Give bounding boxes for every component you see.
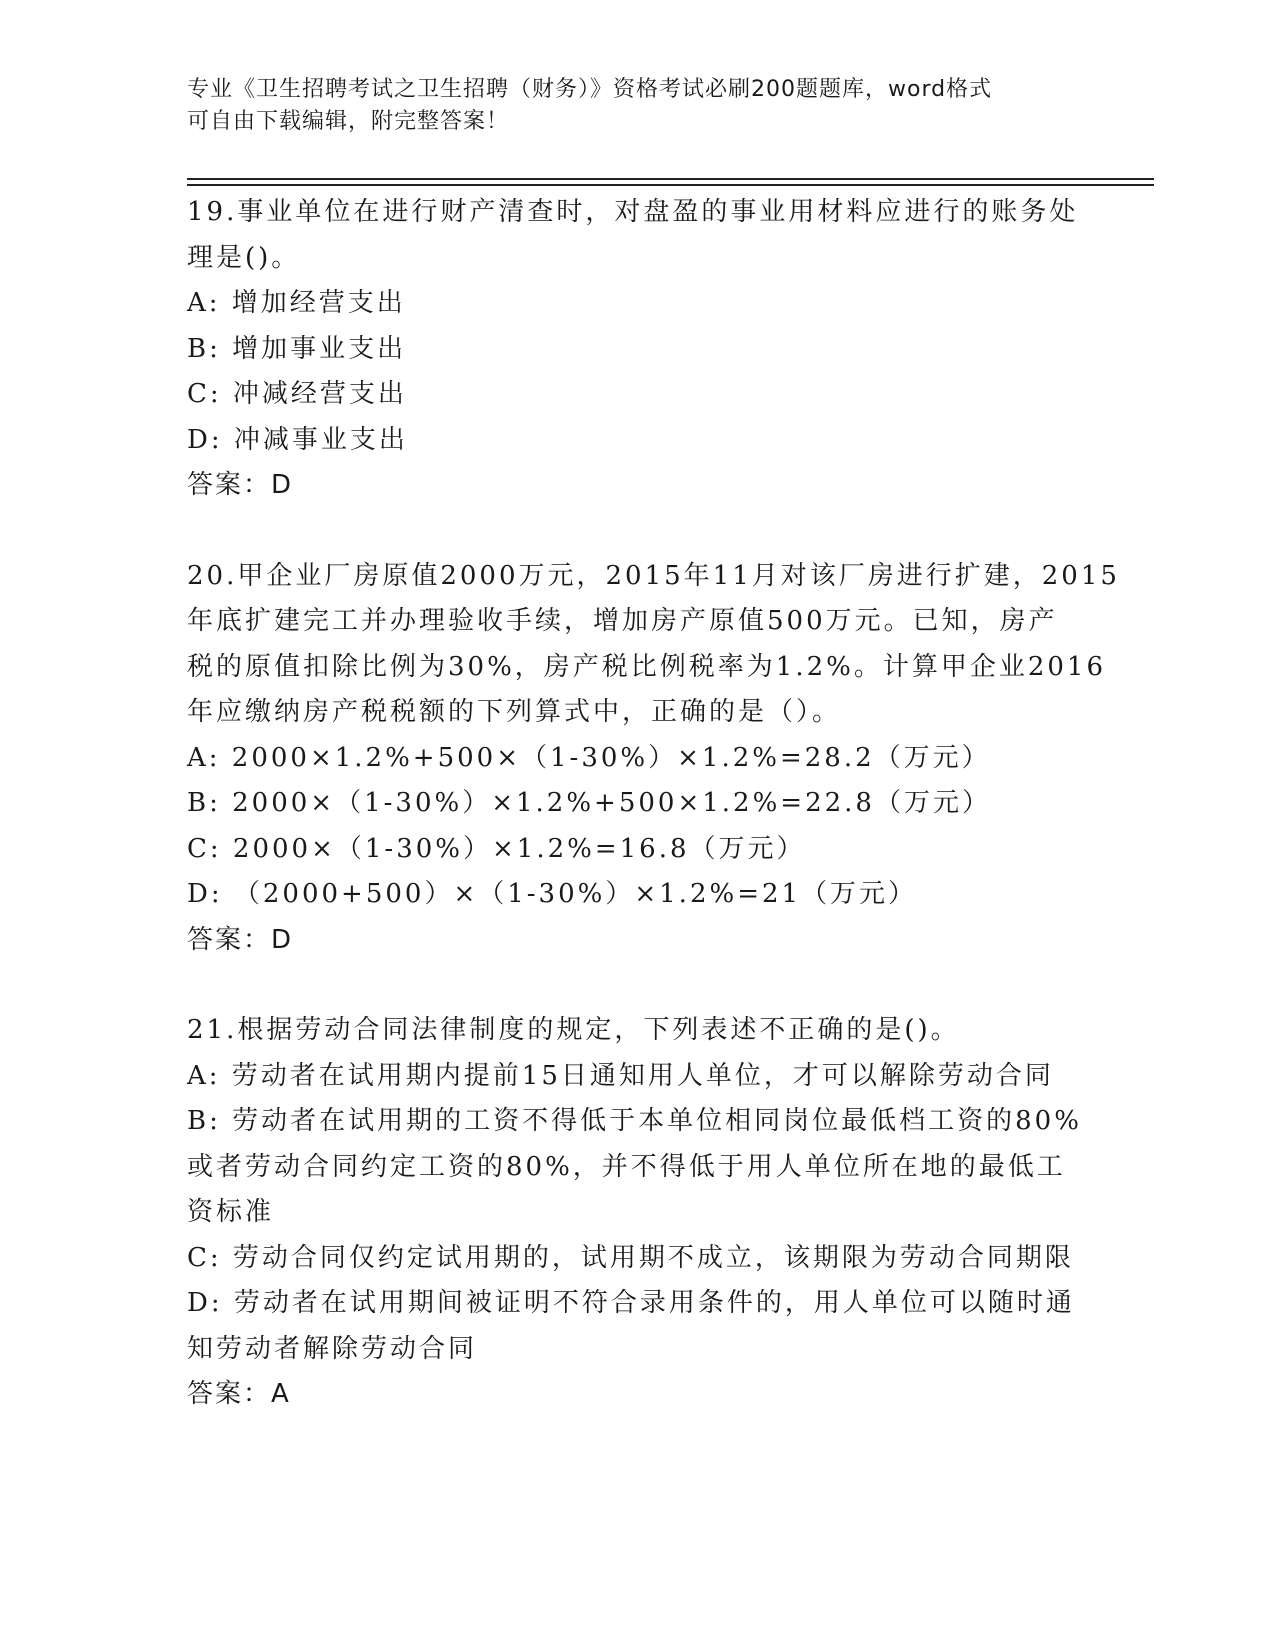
option-c: C: 2000×（1-30%）×1.2%=16.8（万元） [187,833,806,864]
option-a: A: 2000×1.2%+500×（1-30%）×1.2%=28.2（万元） [187,742,991,773]
option-b: B: 劳动者在试用期的工资不得低于本单位相同岗位最低档工资的80% [187,1106,1082,1136]
option-b-continued: 资标准 [187,1197,275,1227]
question-stem-line: 21.根据劳动合同法律制度的规定，下列表述不正确的是()。 [187,1015,960,1045]
header-line-2: 可自由下载编辑，附完整答案！ [187,109,510,134]
question-stem-line: 年底扩建完工并办理验收手续，增加房产原值500万元。已知，房产 [187,606,1058,636]
option-d: D: （2000+500）×（1-30%）×1.2%=21（万元） [187,879,918,909]
document-header [187,74,1087,138]
option-a: A: 劳动者在试用期内提前15日通知用人单位，才可以解除劳动合同 [187,1060,1054,1091]
question-stem-line: 理是()。 [187,242,301,273]
question-20 [187,554,1120,964]
option-b-continued: 或者劳动合同约定工资的80%，并不得低于用人单位所在地的最低工 [187,1151,1066,1182]
question-stem-line: 20.甲企业厂房原值2000万元，2015年11月对该厂房进行扩建，2015 [187,560,1120,591]
option-d: D: 冲减事业支出 [187,424,408,455]
option-b: B: 2000×（1-30%）×1.2%+500×1.2%=22.8（万元） [187,788,991,818]
answer-line: 答案：D [187,470,294,500]
option-a: A: 增加经营支出 [187,288,406,318]
question-list [187,190,1120,1463]
answer-line: 答案：A [187,1379,291,1409]
header-divider-bottom [187,184,1154,186]
option-c: C: 劳动合同仅约定试用期的，试用期不成立，该期限为劳动合同期限 [187,1242,1074,1273]
question-stem-line: 税的原值扣除比例为30%，房产税比例税率为1.2%。计算甲企业2016 [187,651,1107,682]
header-line-1: 专业《卫生招聘考试之卫生招聘（财务）》资格考试必刷200题题库，word格式 [187,77,993,102]
answer-line: 答案：D [187,924,294,955]
option-b: B: 增加事业支出 [187,333,407,364]
option-d-continued: 知劳动者解除劳动合同 [187,1333,478,1364]
question-stem-line: 年应缴纳房产税税额的下列算式中，正确的是（）。 [187,697,842,727]
question-19 [187,190,1087,509]
option-c: C: 冲减经营支出 [187,379,407,409]
question-stem-line: 19.事业单位在进行财产清查时，对盘盈的事业用材料应进行的账务处 [187,197,1079,227]
question-21 [187,1008,1087,1418]
option-d: D: 劳动者在试用期间被证明不符合录用条件的，用人单位可以随时通 [187,1288,1075,1318]
header-divider-top [187,178,1154,180]
